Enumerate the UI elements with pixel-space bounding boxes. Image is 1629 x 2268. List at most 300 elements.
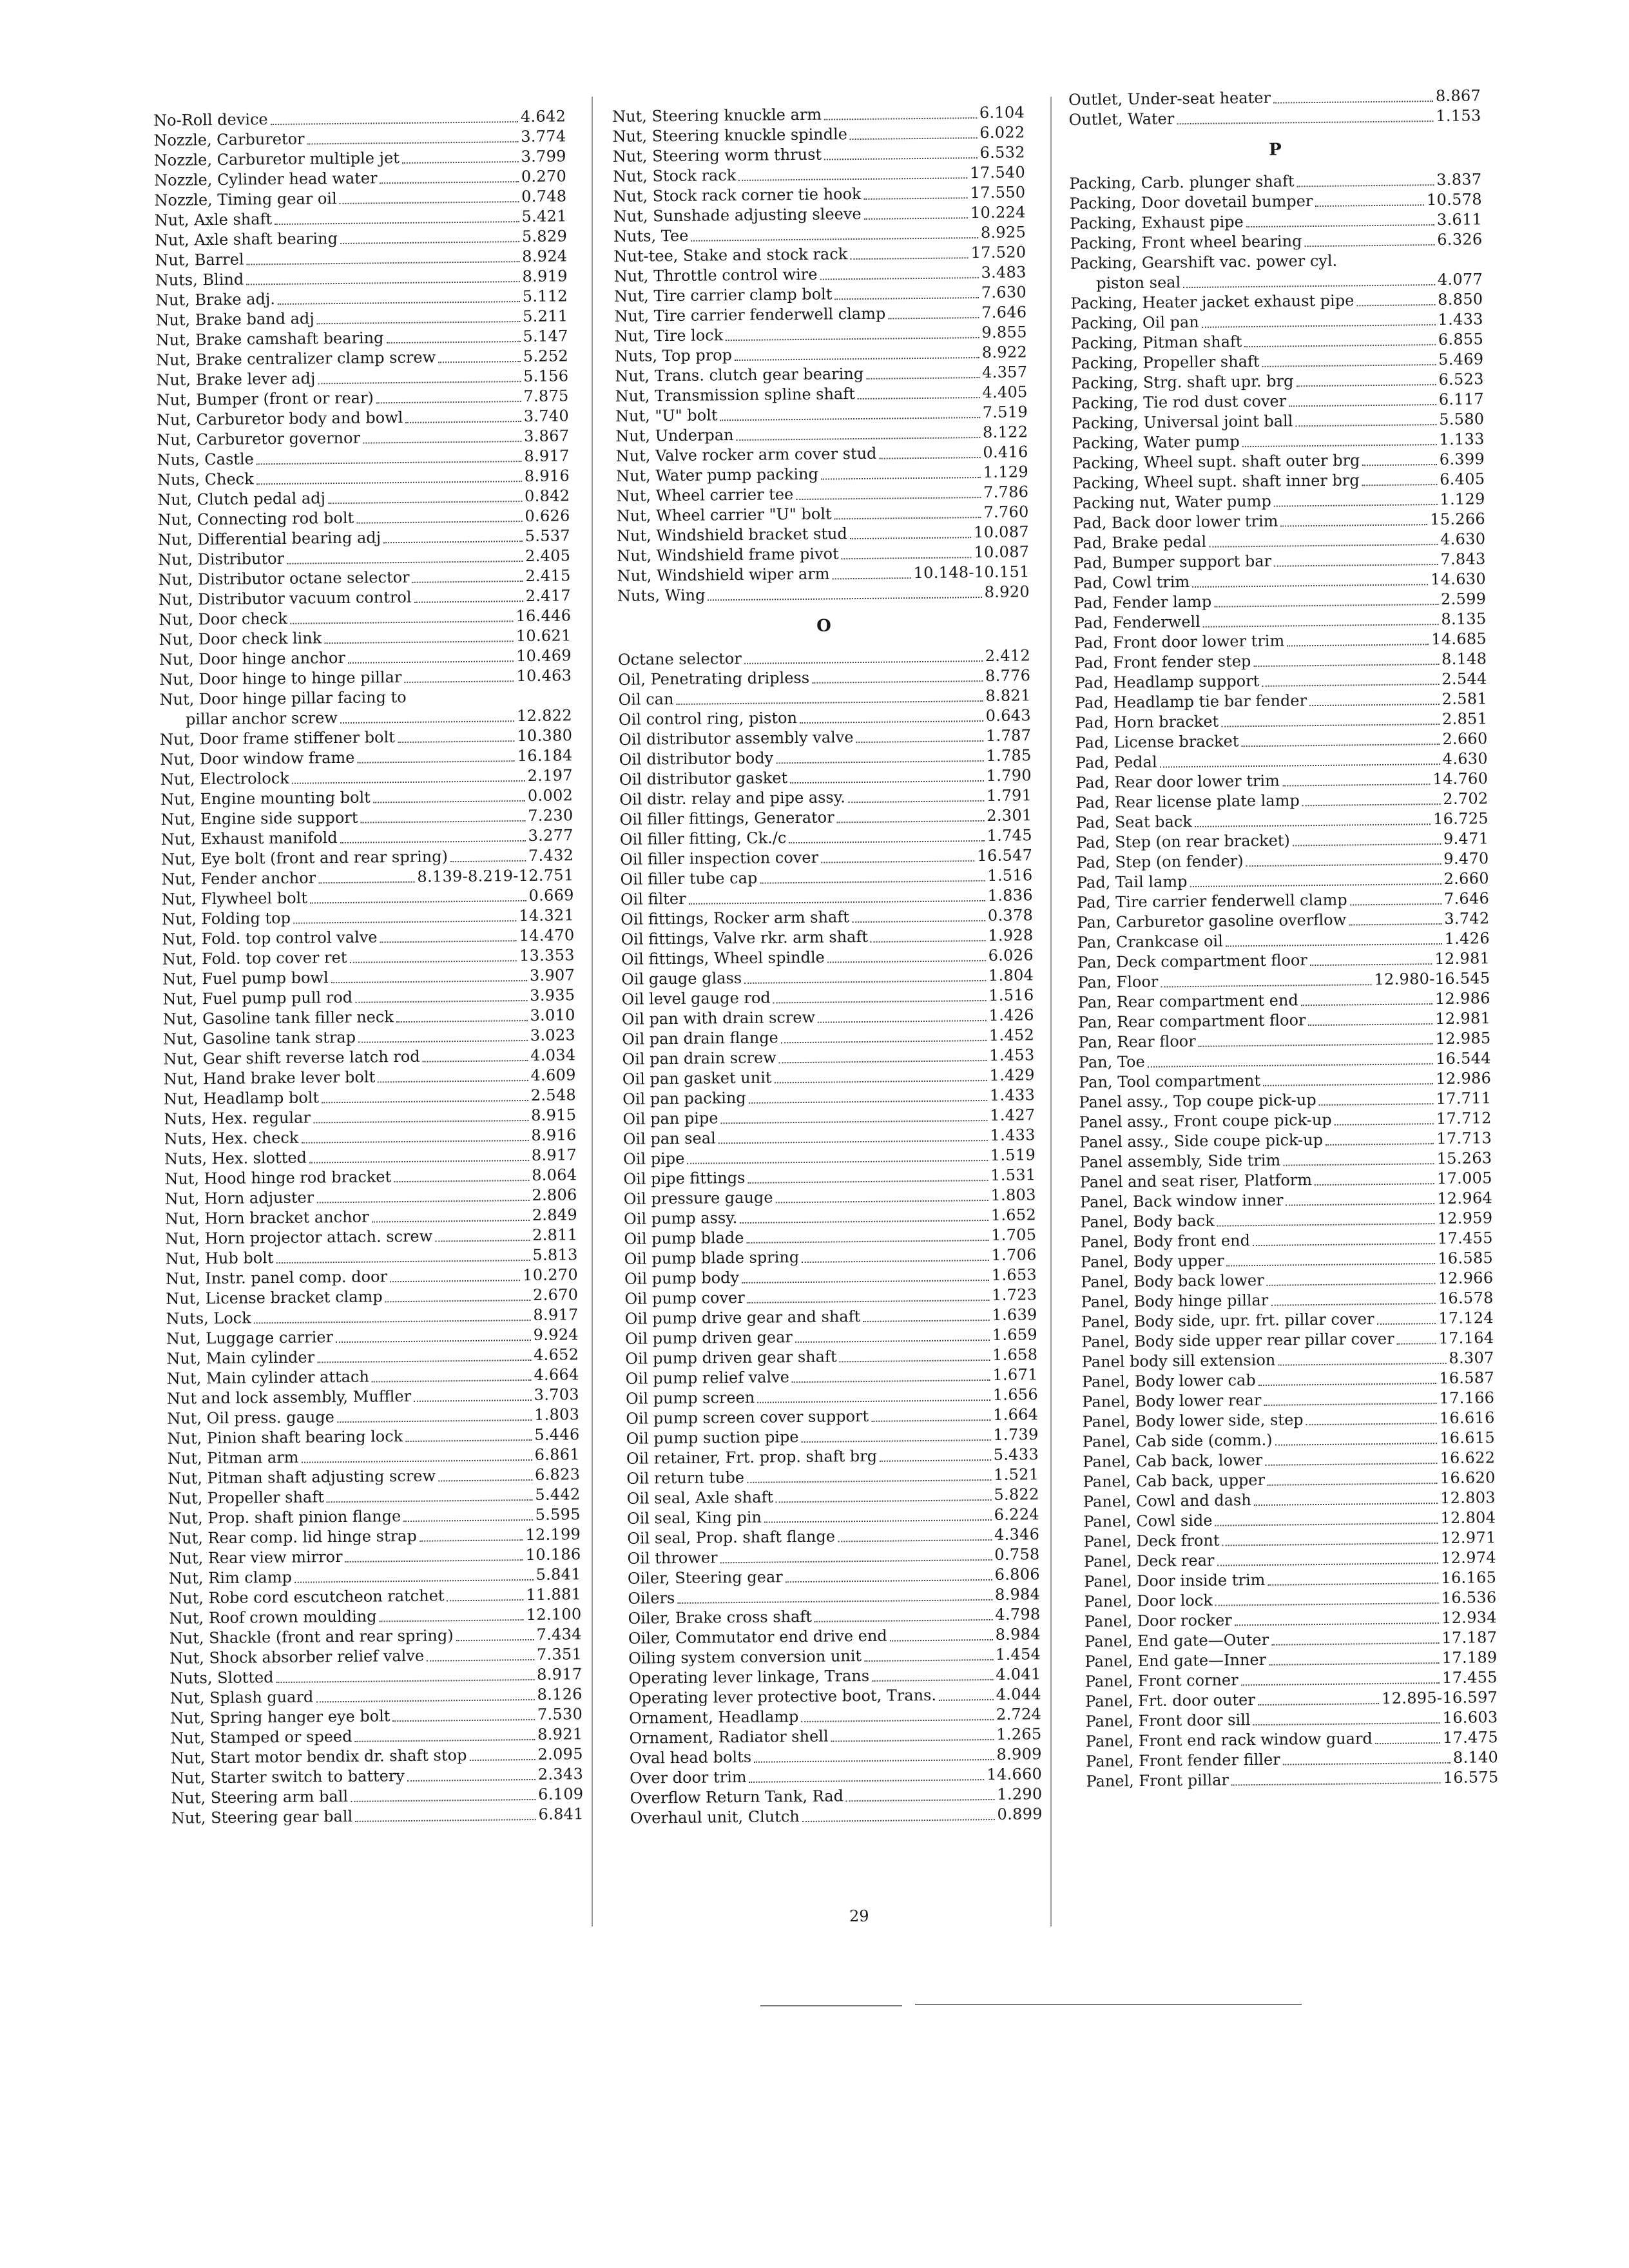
entry-reference: 8.917 bbox=[533, 1305, 579, 1324]
dot-leader bbox=[1295, 424, 1436, 427]
entry-name: Panel, Front end rack window guard bbox=[1085, 1729, 1373, 1751]
dot-leader bbox=[1289, 404, 1436, 407]
entry-name: Pan, Floor bbox=[1077, 972, 1159, 992]
entry-reference: 3.010 bbox=[530, 1006, 575, 1024]
entry-name: Nut, Shock absorber relief valve bbox=[169, 1646, 425, 1667]
entry-reference: 6.523 bbox=[1438, 370, 1484, 389]
entry-reference: 2.660 bbox=[1443, 869, 1489, 888]
entry-name: Pan, Rear compartment floor bbox=[1078, 1011, 1306, 1032]
dot-leader bbox=[1148, 1063, 1433, 1068]
entry-reference: 4.664 bbox=[534, 1365, 579, 1384]
entry-reference: 1.652 bbox=[990, 1206, 1037, 1224]
dot-leader bbox=[1217, 1223, 1435, 1227]
entry-reference: 16.725 bbox=[1432, 809, 1489, 829]
dot-leader bbox=[1362, 464, 1436, 466]
dot-leader bbox=[824, 157, 977, 160]
dot-leader bbox=[1309, 704, 1440, 706]
dot-leader bbox=[1267, 1283, 1436, 1286]
entry-name: Nut, Underpan bbox=[615, 426, 734, 445]
dot-leader bbox=[345, 1559, 523, 1562]
entry-reference: 3.774 bbox=[521, 127, 566, 146]
entry-name: Nut, Barrel bbox=[155, 250, 244, 269]
dot-leader bbox=[1254, 1503, 1438, 1506]
entry-reference: 6.532 bbox=[979, 143, 1025, 162]
entry-name: Oil seal, Prop. shaft flange bbox=[627, 1527, 836, 1548]
dot-leader bbox=[1195, 823, 1431, 827]
entry-reference: 7.434 bbox=[536, 1625, 582, 1644]
entry-name: Oval head bolts bbox=[629, 1747, 752, 1767]
entry-reference: 12.822 bbox=[516, 706, 573, 726]
entry-reference: 2.670 bbox=[532, 1285, 579, 1304]
entry-name: Pad, Pedal bbox=[1075, 753, 1157, 772]
entry-reference: 14.660 bbox=[987, 1765, 1043, 1784]
entry-name: Pad, Horn bracket bbox=[1075, 712, 1219, 732]
entry-reference: 3.935 bbox=[530, 986, 575, 1004]
entry-name: Nut, Tire carrier clamp bolt bbox=[613, 285, 833, 305]
dot-leader bbox=[1375, 1742, 1440, 1744]
entry-name: Packing, Wheel supt. shaft outer brg bbox=[1072, 451, 1360, 472]
dot-leader bbox=[837, 820, 985, 823]
dot-leader bbox=[1286, 1203, 1435, 1206]
dot-leader bbox=[1302, 803, 1441, 806]
entry-name: Pad, Back door lower trim bbox=[1072, 512, 1278, 532]
dot-leader bbox=[863, 1319, 989, 1321]
entry-name: Oil pump screen cover support bbox=[626, 1407, 869, 1428]
entry-reference: 3.611 bbox=[1436, 210, 1483, 229]
dot-leader bbox=[1203, 624, 1439, 628]
entry-reference: 9.855 bbox=[981, 323, 1027, 342]
dot-leader bbox=[247, 261, 520, 265]
dot-leader bbox=[818, 1019, 987, 1023]
dot-leader bbox=[773, 999, 987, 1003]
entry-reference: 10.224 bbox=[970, 203, 1026, 222]
dot-leader bbox=[414, 1399, 532, 1401]
dot-leader bbox=[396, 1019, 528, 1022]
entry-reference: 6.399 bbox=[1439, 450, 1485, 469]
dot-leader bbox=[351, 1798, 535, 1802]
entry-reference: 0.626 bbox=[525, 506, 570, 525]
dot-leader bbox=[754, 1758, 994, 1762]
entry-name: Pad, License bracket bbox=[1075, 732, 1239, 752]
entry-name: Ornament, Headlamp bbox=[629, 1707, 799, 1727]
dot-leader bbox=[802, 1259, 988, 1262]
entry-reference: 12.966 bbox=[1438, 1269, 1494, 1288]
entry-name: Nut, Main cylinder bbox=[166, 1348, 315, 1368]
entry-reference: 1.785 bbox=[986, 746, 1032, 765]
entry-name: Nut, Windshield wiper arm bbox=[617, 564, 830, 585]
entry-name: Panel assy., Side coupe pick-up bbox=[1079, 1130, 1324, 1151]
dot-leader bbox=[383, 541, 523, 543]
entry-reference: 16.622 bbox=[1440, 1448, 1496, 1468]
entry-name: Nuts, Hex. check bbox=[164, 1128, 299, 1148]
entry-reference: 1.129 bbox=[983, 463, 1029, 482]
dot-leader bbox=[720, 1559, 992, 1562]
index-column-1 bbox=[153, 106, 584, 1829]
entry-reference: 5.537 bbox=[525, 526, 571, 545]
entry-reference: 6.104 bbox=[979, 103, 1025, 122]
entry-name: Nut-tee, Stake and stock rack bbox=[613, 245, 848, 265]
dot-leader bbox=[1192, 584, 1428, 588]
entry-name: Nut, Fold. top control valve bbox=[162, 928, 378, 948]
dot-leader bbox=[349, 960, 517, 963]
entry-reference: 15.266 bbox=[1430, 510, 1486, 529]
dot-leader bbox=[1253, 664, 1439, 667]
entry-reference: 2.095 bbox=[537, 1745, 583, 1763]
entry-reference: 6.022 bbox=[979, 123, 1025, 142]
entry-name: Panel assy., Front coupe pick-up bbox=[1079, 1110, 1332, 1131]
dot-leader bbox=[757, 1399, 990, 1403]
entry-name: Oil fittings, Wheel spindle bbox=[621, 948, 825, 968]
dot-leader bbox=[405, 1439, 532, 1441]
dot-leader bbox=[380, 940, 517, 943]
entry-reference: 6.841 bbox=[538, 1805, 584, 1823]
entry-name: Nut, Exhaust manifold bbox=[160, 829, 338, 849]
entry-reference: 1.671 bbox=[992, 1365, 1038, 1384]
dot-leader bbox=[1215, 1602, 1439, 1606]
dot-leader bbox=[779, 1059, 987, 1062]
entry-reference: 10.148-10.151 bbox=[913, 562, 1030, 582]
entry-reference: 16.615 bbox=[1440, 1428, 1496, 1448]
entry-name: Nut, Hub bolt bbox=[165, 1249, 274, 1268]
entry-reference: 5.446 bbox=[534, 1425, 580, 1444]
dot-leader bbox=[450, 860, 526, 862]
entry-name: No-Roll device bbox=[153, 110, 268, 130]
entry-name: Nut, Prop. shaft pinion flange bbox=[168, 1507, 401, 1528]
dot-leader bbox=[781, 1039, 987, 1043]
entry-name: Nut, Distributor vacuum control bbox=[158, 588, 412, 609]
entry-name: Nut, Headlamp bolt bbox=[163, 1088, 320, 1108]
entry-reference: 17.455 bbox=[1437, 1229, 1493, 1248]
entry-name: Pan, Rear compartment end bbox=[1077, 991, 1298, 1012]
entry-reference: 5.822 bbox=[994, 1485, 1039, 1504]
entry-reference: 2.343 bbox=[537, 1765, 584, 1783]
dot-leader bbox=[1242, 744, 1440, 747]
entry-name: Nozzle, Carburetor multiple jet bbox=[153, 149, 400, 169]
entry-name: Nut, Fuel pump pull rod bbox=[162, 988, 353, 1008]
dot-leader bbox=[776, 760, 983, 764]
dot-leader bbox=[290, 620, 514, 624]
entry-name: Nut, Instr. panel comp. door bbox=[165, 1267, 388, 1288]
dot-leader bbox=[378, 1079, 528, 1082]
dot-leader bbox=[856, 740, 984, 743]
entry-reference: 16.536 bbox=[1441, 1588, 1497, 1608]
dot-leader bbox=[821, 477, 981, 480]
entry-name: Oil pressure gauge bbox=[623, 1188, 773, 1208]
entry-name: Panel, Body side, upr. frt. pillar cover bbox=[1081, 1310, 1374, 1331]
entry-reference: 8.867 bbox=[1435, 86, 1481, 106]
dot-leader bbox=[1214, 604, 1438, 608]
entry-reference: 12.986 bbox=[1436, 1069, 1492, 1088]
entry-name: Nut, License bracket clamp bbox=[166, 1287, 383, 1308]
entry-reference: 1.836 bbox=[987, 886, 1033, 905]
dot-leader bbox=[789, 840, 984, 843]
entry-reference: 17.189 bbox=[1441, 1648, 1498, 1667]
entry-reference: 1.519 bbox=[990, 1146, 1036, 1164]
entry-name: Panel assembly, Side trim bbox=[1079, 1151, 1281, 1171]
dot-leader bbox=[1231, 1782, 1441, 1785]
entry-reference: 1.659 bbox=[992, 1325, 1038, 1344]
entry-name: Oil distributor body bbox=[619, 749, 774, 769]
entry-name: Pad, Cowl trim bbox=[1073, 573, 1190, 592]
entry-reference: 5.469 bbox=[1438, 350, 1484, 369]
entry-reference: 0.270 bbox=[521, 167, 567, 186]
dot-leader bbox=[387, 341, 521, 343]
dot-leader bbox=[469, 1758, 535, 1760]
dot-leader bbox=[744, 660, 983, 664]
entry-reference: 5.829 bbox=[521, 227, 568, 246]
entry-name: Panel, Body front end bbox=[1080, 1231, 1251, 1251]
entry-name: Packing nut, Water pump bbox=[1072, 492, 1271, 512]
entry-reference: 3.023 bbox=[530, 1026, 576, 1044]
entry-reference: 1.426 bbox=[988, 1006, 1034, 1024]
dot-leader bbox=[864, 197, 968, 200]
dot-leader bbox=[456, 1639, 534, 1640]
entry-name: Packing, Heater jacket exhaust pipe bbox=[1070, 291, 1354, 312]
entry-reference: 1.706 bbox=[991, 1245, 1037, 1264]
dot-leader bbox=[307, 141, 519, 144]
entry-name: Nut, Trans. clutch gear bearing bbox=[615, 364, 864, 385]
entry-reference: 8.984 bbox=[994, 1585, 1041, 1604]
entry-name: Oil seal, Axle shaft bbox=[626, 1488, 774, 1508]
entry-name: Nuts, Castle bbox=[157, 450, 255, 469]
entry-name: Oil filter bbox=[620, 889, 686, 908]
dot-leader bbox=[864, 1658, 993, 1661]
entry-reference: 2.197 bbox=[527, 766, 573, 785]
dot-leader bbox=[254, 1319, 531, 1323]
entry-name: Nut, Engine side support bbox=[160, 808, 358, 829]
dot-leader bbox=[447, 1599, 524, 1601]
entry-name: Pad, Headlamp support bbox=[1074, 671, 1260, 692]
entry-reference: 2.544 bbox=[1441, 669, 1487, 688]
dot-leader bbox=[1377, 1323, 1436, 1325]
dot-leader bbox=[871, 940, 985, 943]
dot-leader bbox=[1349, 923, 1441, 926]
entry-reference: 10.087 bbox=[974, 523, 1030, 542]
entry-name: Nut, Steering gear ball bbox=[171, 1807, 353, 1827]
entry-reference: 14.630 bbox=[1431, 570, 1487, 589]
entry-reference: 8.307 bbox=[1449, 1349, 1494, 1367]
entry-reference: 17.124 bbox=[1438, 1309, 1494, 1328]
entry-reference: 0.416 bbox=[983, 443, 1028, 462]
entry-name: Nut, Wheel carrier tee bbox=[616, 485, 794, 505]
entry-reference: 2.412 bbox=[985, 646, 1031, 665]
entry-reference: 1.433 bbox=[990, 1126, 1036, 1144]
dot-leader bbox=[786, 1579, 992, 1582]
entry-name: Oil fittings, Rocker arm shaft bbox=[621, 908, 849, 928]
dot-leader bbox=[402, 161, 519, 164]
dot-leader bbox=[340, 840, 526, 843]
entry-name: Ornament, Radiator shell bbox=[629, 1727, 829, 1747]
entry-reference: 1.656 bbox=[992, 1385, 1039, 1404]
dot-leader bbox=[294, 1579, 534, 1582]
dot-leader bbox=[852, 920, 985, 923]
dot-leader bbox=[742, 1279, 989, 1283]
entry-reference: 1.658 bbox=[992, 1345, 1038, 1364]
dot-leader bbox=[790, 780, 984, 783]
entry-name: Oil thrower bbox=[627, 1548, 718, 1568]
dot-leader bbox=[827, 960, 986, 963]
entry-name: Panel, Body lower rear bbox=[1082, 1390, 1262, 1411]
entry-reference: 7.786 bbox=[983, 483, 1029, 501]
entry-name: Nut, Horn projector attach. screw bbox=[165, 1227, 433, 1248]
entry-reference: 1.454 bbox=[995, 1645, 1041, 1664]
entry-reference: 2.849 bbox=[532, 1206, 578, 1224]
dot-leader bbox=[438, 361, 521, 363]
column-divider bbox=[592, 97, 593, 1927]
entry-name: Nut, Steering arm ball bbox=[171, 1787, 349, 1807]
dot-leader bbox=[1335, 1123, 1434, 1126]
entry-name: Nut, Pitman arm bbox=[167, 1448, 299, 1468]
entry-reference: 2.806 bbox=[532, 1186, 577, 1204]
entry-reference: 10.270 bbox=[523, 1265, 579, 1285]
entry-name: Packing, Strg. shaft upr. brg bbox=[1071, 372, 1294, 392]
entry-name: Oil return tube bbox=[626, 1468, 745, 1488]
dot-leader bbox=[1227, 1263, 1436, 1266]
entry-reference: 1.664 bbox=[992, 1405, 1039, 1424]
entry-name: Outlet, Under-seat heater bbox=[1068, 88, 1271, 109]
entry-reference: 1.265 bbox=[996, 1725, 1042, 1744]
entry-reference: 10.380 bbox=[517, 726, 573, 745]
entry-name: Oiler, Brake cross shaft bbox=[628, 1607, 813, 1628]
dot-leader bbox=[1275, 1443, 1438, 1446]
entry-reference: 0.669 bbox=[528, 886, 574, 905]
dot-leader bbox=[1161, 984, 1371, 987]
entry-name: Oil pump blade spring bbox=[624, 1248, 800, 1268]
entry-reference: 3.742 bbox=[1444, 909, 1490, 928]
entry-name: Oiler, Commutator end drive end bbox=[628, 1626, 887, 1648]
entry-name: Nut, "U" bolt bbox=[615, 406, 718, 425]
dot-leader bbox=[802, 1439, 991, 1442]
dot-leader bbox=[355, 1818, 535, 1821]
entry-name: Pad, Fender lamp bbox=[1074, 592, 1212, 612]
dot-leader bbox=[1283, 1762, 1451, 1765]
dot-leader bbox=[850, 257, 968, 260]
dot-leader bbox=[331, 980, 527, 983]
entry-name: Pad, Bumper support bar bbox=[1073, 552, 1272, 572]
entry-reference: 0.378 bbox=[987, 906, 1034, 925]
entry-reference: 10.463 bbox=[516, 666, 572, 686]
entry-name: Nut, Transmission spline shaft bbox=[615, 385, 855, 405]
entry-name: Nut, Gasoline tank filler neck bbox=[162, 1008, 394, 1028]
entry-name: piston seal bbox=[1095, 273, 1181, 293]
entry-name: Panel, Cab side (comm.) bbox=[1082, 1430, 1273, 1451]
dot-leader bbox=[1263, 1083, 1433, 1086]
dot-leader bbox=[373, 800, 525, 803]
dot-leader bbox=[317, 1359, 531, 1362]
dot-leader bbox=[438, 1479, 532, 1481]
entry-name: Nut, Carburetor governor bbox=[157, 428, 361, 449]
entry-name: Nut, Steering knuckle spindle bbox=[612, 125, 848, 146]
dot-leader bbox=[1283, 1163, 1434, 1166]
dot-leader bbox=[271, 121, 518, 125]
entry-reference: 9.924 bbox=[533, 1325, 579, 1344]
entry-name: Pan, Carburetor gasoline overflow bbox=[1077, 910, 1347, 932]
entry-name: Nut, Door hinge pillar facing to bbox=[159, 687, 407, 709]
dot-leader bbox=[740, 1219, 988, 1223]
entry-reference: 4.041 bbox=[996, 1665, 1041, 1684]
dot-leader bbox=[802, 1818, 995, 1821]
dot-leader bbox=[1253, 1722, 1440, 1725]
dot-leader bbox=[318, 381, 521, 384]
entry-reference: 8.909 bbox=[996, 1745, 1042, 1763]
dot-leader bbox=[1362, 484, 1437, 486]
dot-leader bbox=[292, 780, 525, 784]
entry-name: Oil gauge glass bbox=[621, 968, 742, 988]
entry-name: Oil pan seal bbox=[622, 1129, 716, 1148]
entry-reference: 16.446 bbox=[516, 606, 572, 626]
entry-name: Packing, Tie rod dust cover bbox=[1071, 392, 1287, 412]
entry-reference: 1.516 bbox=[988, 986, 1034, 1004]
entry-name: Oil distributor gasket bbox=[619, 769, 788, 789]
entry-name: Nut, Brake adj. bbox=[155, 290, 276, 309]
entry-name: Panel, Deck front bbox=[1083, 1531, 1220, 1551]
dot-leader bbox=[1282, 783, 1431, 786]
dot-leader bbox=[1310, 963, 1432, 966]
dot-leader bbox=[435, 1239, 530, 1242]
entry-name: Nut, Hood hinge rod bracket bbox=[164, 1168, 392, 1188]
entry-reference: 5.147 bbox=[523, 327, 568, 346]
entry-name: Nut, Carburetor body and bowl bbox=[156, 408, 403, 429]
entry-reference: 8.921 bbox=[537, 1725, 583, 1744]
entry-reference: 3.799 bbox=[521, 147, 566, 166]
entry-name: Nut, Fender anchor bbox=[161, 869, 316, 889]
dot-leader bbox=[1293, 843, 1441, 846]
dot-leader bbox=[1268, 1582, 1438, 1586]
dot-leader bbox=[1246, 224, 1434, 227]
dot-leader bbox=[749, 1779, 985, 1783]
dot-leader bbox=[776, 1199, 988, 1202]
entry-name: Panel, Body lower cab bbox=[1081, 1371, 1256, 1391]
entry-reference: 12.974 bbox=[1440, 1548, 1497, 1568]
entry-reference: 9.470 bbox=[1443, 849, 1489, 868]
entry-name: Packing, Door dovetail bumper bbox=[1069, 192, 1313, 213]
dot-leader bbox=[324, 640, 514, 644]
dot-leader bbox=[1278, 1362, 1446, 1365]
entry-reference: 17.712 bbox=[1436, 1109, 1492, 1128]
dot-leader bbox=[708, 597, 981, 601]
entry-reference: 8.122 bbox=[982, 423, 1028, 442]
dot-leader bbox=[1271, 1303, 1436, 1306]
entry-reference: 1.433 bbox=[989, 1086, 1036, 1104]
entry-reference: 1.129 bbox=[1440, 490, 1485, 508]
dot-leader bbox=[390, 1280, 520, 1282]
entry-name: Oil filler fitting, Ck./c bbox=[619, 829, 787, 849]
entry-name: Panel, Door rocker bbox=[1084, 1611, 1232, 1631]
entry-name: Panel, Frt. door outer bbox=[1085, 1691, 1255, 1711]
dot-leader bbox=[820, 277, 978, 280]
entry-name: Oil filler inspection cover bbox=[620, 848, 819, 869]
entry-name: Oil pan drain screw bbox=[622, 1048, 776, 1068]
entry-name: Nut, Valve rocker arm cover stud bbox=[615, 444, 877, 465]
entry-name: Nut, Connecting rod bolt bbox=[157, 508, 354, 529]
entry-reference: 2.581 bbox=[1441, 689, 1488, 708]
entry-name: Panel, Back window inner bbox=[1079, 1191, 1284, 1211]
entry-name: Pad, Fenderwell bbox=[1074, 612, 1200, 632]
dot-leader bbox=[301, 1139, 528, 1143]
dot-leader bbox=[1305, 244, 1435, 247]
entry-reference: 3.867 bbox=[523, 427, 570, 446]
entry-reference: 0.748 bbox=[521, 187, 567, 206]
entry-reference: 17.166 bbox=[1439, 1389, 1495, 1408]
dot-leader bbox=[276, 1259, 530, 1263]
entry-reference: 1.133 bbox=[1439, 430, 1485, 449]
entry-reference: 3.703 bbox=[534, 1385, 580, 1404]
entry-reference: 17.187 bbox=[1441, 1628, 1498, 1648]
dot-leader bbox=[380, 181, 519, 184]
entry-name: Pan, Toe bbox=[1078, 1052, 1145, 1072]
dot-leader bbox=[1235, 1622, 1439, 1626]
entry-reference: 12.895-16.597 bbox=[1382, 1688, 1498, 1708]
